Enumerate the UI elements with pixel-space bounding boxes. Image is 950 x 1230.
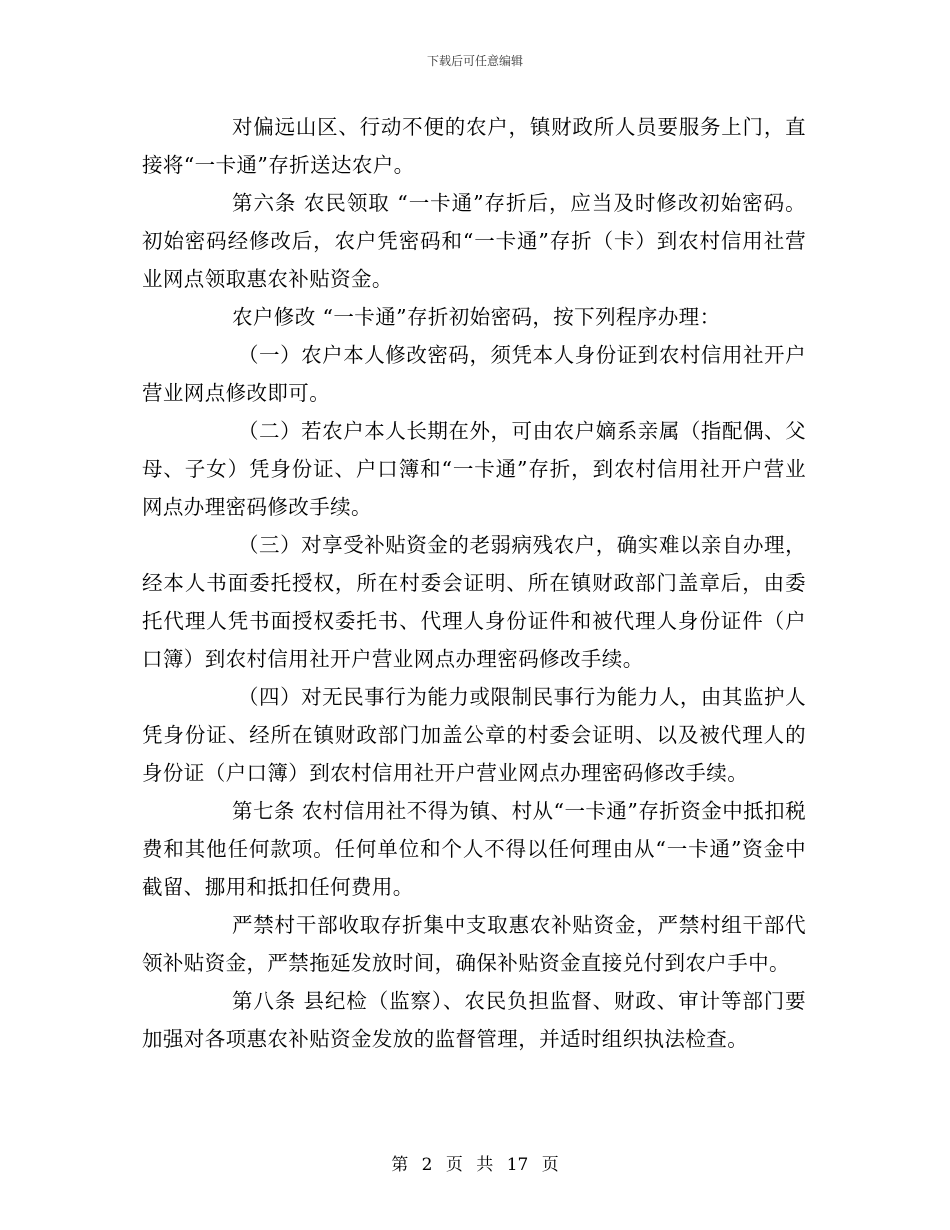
paragraph-prohibitions: 严禁村干部收取存折集中支取惠农补贴资金，严禁村组干部代领补贴资金，严禁拖延发放时间，确保补贴资金直接兑付到农户手中。 [142, 913, 806, 975]
document-body [142, 108, 806, 1058]
paragraph-item-3: （三）对享受补贴资金的老弱病残农户，确实难以亲自办理，经本人书面委托授权，所在村委会证明、所在镇财政部门盖章后，由委托代理人凭书面授权委托书、代理人身份证件和被代理人身份证件（户口簿）到农村信用社开户营业网点办理密码修改手续。 [142, 533, 806, 671]
paragraph-item-4: （四）对无民事行为能力或限制民事行为能力人，由其监护人凭身份证、经所在镇财政部门加盖公章的村委会证明、以及被代理人的身份证（户口簿）到农村信用社开户营业网点办理密码修改手续。 [142, 685, 806, 785]
page-footer [0, 1153, 950, 1177]
footer-page-total: 17 [506, 1155, 529, 1175]
paragraph-article-6: 第六条 农民领取 “一卡通”存折后，应当及时修改初始密码。初始密码经修改后，农户凭密码和“一卡通”存折（卡）到农村信用社营业网点领取惠农补贴资金。 [142, 191, 806, 291]
paragraph-item-1: （一）农户本人修改密码，须凭本人身份证到农村信用社开户营业网点修改即可。 [142, 343, 806, 405]
footer-gong: 共 [476, 1155, 494, 1175]
paragraph-article-7: 第七条 农村信用社不得为镇、村从“一卡通”存折资金中抵扣税费和其他任何款项。任何单位和个人不得以任何理由从“一卡通”资金中截留、挪用和抵扣任何费用。 [142, 799, 806, 899]
paragraph-1: 对偏远山区、行动不便的农户，镇财政所人员要服务上门，直接将“一卡通”存折送达农户。 [142, 115, 806, 177]
paragraph-item-2: （二）若农户本人长期在外，可由农户嫡系亲属（指配偶、父母、子女）凭身份证、户口簿和“一卡通”存折，到农村信用社开户营业网点办理密码修改手续。 [142, 419, 806, 519]
footer-page-current: 2 [421, 1155, 433, 1175]
header-note: 下载后可任意编辑 [426, 54, 523, 68]
paragraph-procedure-intro: 农户修改 “一卡通”存折初始密码，按下列程序办理： [232, 305, 721, 329]
footer-ye: 页 [445, 1155, 463, 1175]
footer-di: 第 [391, 1155, 409, 1175]
paragraph-article-8: 第八条 县纪检（监察）、农民负担监督、财政、审计等部门要加强对各项惠农补贴资金发放的监督管理，并适时组织执法检查。 [142, 989, 806, 1051]
footer-ye-2: 页 [541, 1155, 559, 1175]
